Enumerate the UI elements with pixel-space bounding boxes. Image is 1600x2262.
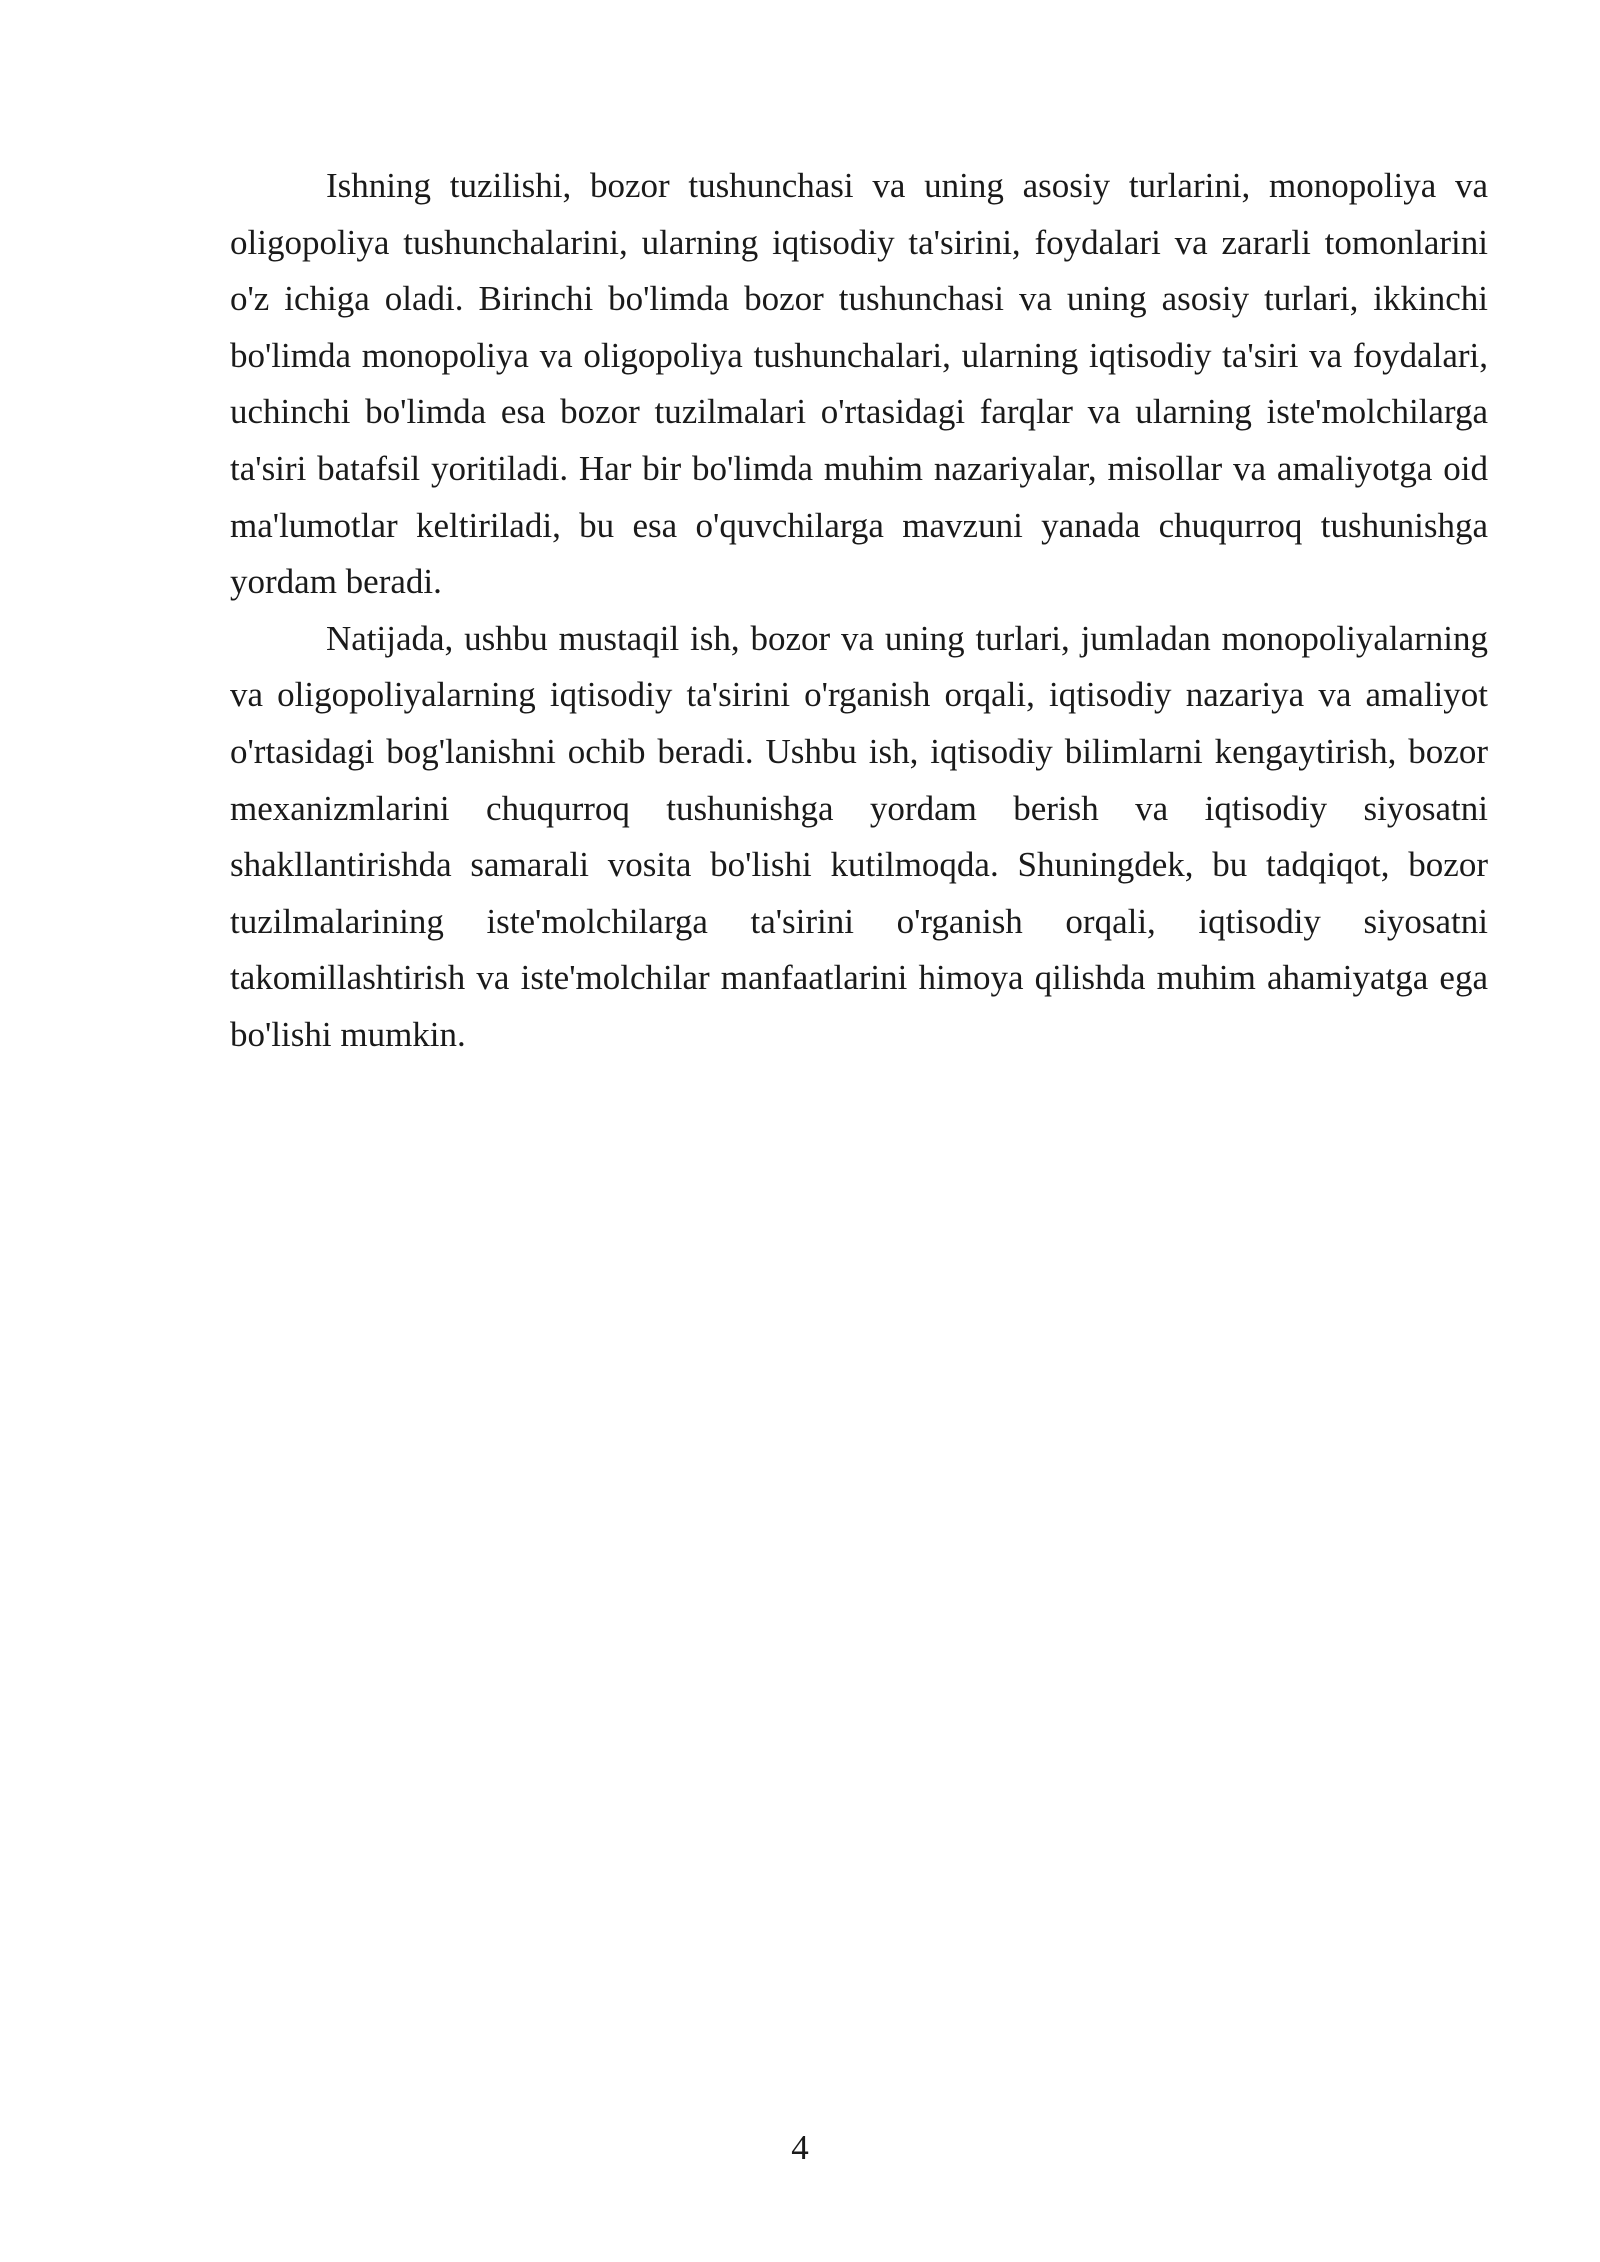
paragraph-conclusion: Natijada, ushbu mustaqil ish, bozor va uning turlari, jumladan monopoliyalarning va oligopoliyalarning iqtisodiy ta'sirini o'rganish orqali, iqtisodiy nazariya va amaliyot o'rtasidagi bog'lanishni ochib beradi. Ushbu ish, iqtisodiy bilimlarni kengaytirish, bozor mexanizmlarini chuqurroq tushunishga yordam berish va iqtisodiy siyosatni shakllantirishda samarali vosita bo'lishi kutilmoqda. Shuningdek, bu tadqiqot, bozor tuzilmalarining iste'molchilarga ta'sirini o'rganish orqali, iqtisodiy siyosatni takomillashtirish va iste'molchilar manfaatlarini himoya qilishda muhim ahamiyatga ega bo'lishi mumkin. <box>230 618 1488 1054</box>
page-number: 4 <box>791 2128 809 2167</box>
paragraph-structure: Ishning tuzilishi, bozor tushunchasi va uning asosiy turlarini, monopoliya va oligopoliya tushunchalarini, ularning iqtisodiy ta'sirini, foydalari va zararli tomonlarini o'z ichiga oladi. Birinchi bo'limda bozor tushunchasi va uning asosiy turlari, ikkinchi bo'limda monopoliya va oligopoliya tushunchalari, ularning iqtisodiy ta'siri va foydalari, uchinchi bo'limda esa bozor tuzilmalari o'rtasidagi farqlar va ularning iste'molchilarga ta'siri batafsil yoritiladi. Har bir bo'limda muhim nazariyalar, misollar va amaliyotga oid ma'lumotlar keltiriladi, bu esa o'quvchilarga mavzuni yanada chuqurroq tushunishga yordam beradi. <box>230 166 1488 602</box>
page-body <box>230 158 1488 1064</box>
